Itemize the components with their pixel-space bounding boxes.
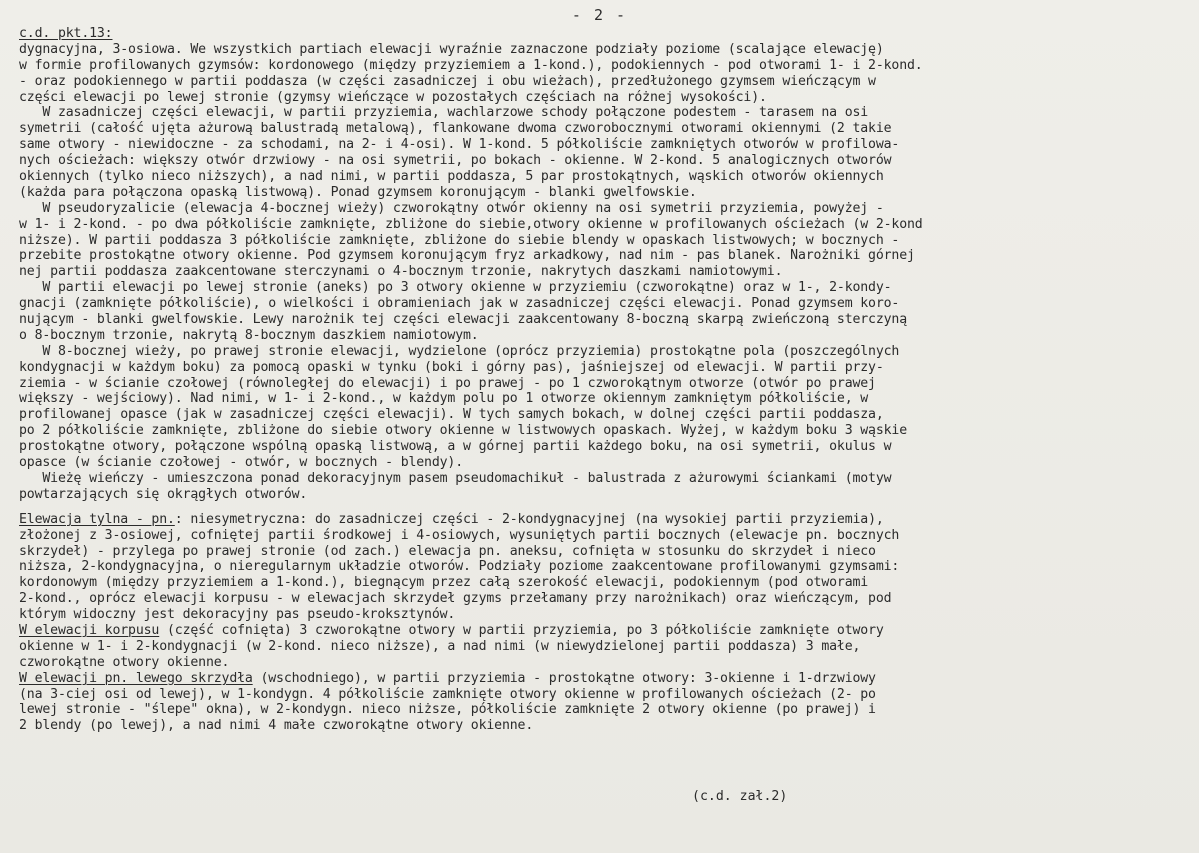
text-line bbox=[19, 607, 1191, 623]
text-line bbox=[19, 360, 1191, 376]
line-text: Wieżę wieńczy - umieszczona ponad dekoracyjnym pasem pseudomachikuł - balustrada z ażurowymi ściankami (motyw bbox=[19, 470, 892, 486]
text-line bbox=[19, 471, 1191, 487]
text-line bbox=[19, 248, 1191, 264]
text-line bbox=[19, 391, 1191, 407]
text-line bbox=[19, 217, 1191, 233]
line-text: W zasadniczej części elewacji, w partii przyziemia, wachlarzowe schody połączone podestem - tarasem na osi bbox=[19, 105, 869, 121]
text-line bbox=[19, 623, 1191, 639]
text-line bbox=[19, 233, 1191, 249]
line-text: powtarzających się okrągłych otworów. bbox=[19, 486, 308, 502]
line-text: po 2 półkoliście zamknięte, zbliżone do siebie otwory okienne w listwowych opaskach. Wyżej, w każdym boku 3 wąskie bbox=[19, 423, 908, 439]
text-line bbox=[19, 74, 1191, 90]
paragraph-gap bbox=[19, 503, 1191, 512]
line-text: skrzydeł) - przylega po prawej stronie (od zach.) elewacja pn. aneksu, cofnięta w stosunku do skrzydeł i nieco bbox=[19, 543, 876, 559]
line-text: części elewacji po lewej stronie (gzymsy wieńczące w pozostałych częściach na różnej wysokości). bbox=[19, 89, 767, 105]
text-line bbox=[19, 423, 1191, 439]
text-line bbox=[19, 559, 1191, 575]
line-text: o 8-bocznym trzonie, nakrytą 8-bocznym daszkiem namiotowym. bbox=[19, 327, 479, 343]
line-text: złożonej z 3-osiowej, cofniętej partii środkowej i 4-osiowych, wysuniętych partii bocznych (elewacje pn. bocznych bbox=[19, 527, 900, 543]
line-text: opasce (w ścianie czołowej - otwór, w bocznych - blendy). bbox=[19, 455, 464, 471]
line-text: nej partii poddasza zaakcentowane sterczynami o 4-bocznym trzonie, nakrytych daszkami namiotowymi. bbox=[19, 264, 783, 280]
text-line bbox=[19, 105, 1191, 121]
line-text: nującym - blanki gwelfowskie. Lewy narożnik tej części elewacji zaakcentowany 8-boczną skarpą zwieńczoną sterczyną bbox=[19, 312, 908, 328]
line-text: prostokątne otwory, połączone wspólną opaską listwową, a w górnej partii każdego boku, na osi symetrii, okulus w bbox=[19, 439, 892, 455]
text-line bbox=[19, 90, 1191, 106]
line-text: 2 blendy (po lewej), a nad nimi 4 małe czworokątne otwory okienne. bbox=[19, 718, 534, 734]
section-heading: c.d. pkt.13: bbox=[19, 26, 113, 41]
text-line bbox=[19, 487, 1191, 503]
text-line bbox=[19, 280, 1191, 296]
line-text: (na 3-ciej osi od lewej), w 1-kondygn. 4 półkoliście zamknięte otwory okienne w profilowanych ościeżach (2- po bbox=[19, 686, 876, 702]
line-text: kordonowym (między przyziemiem a 1-kond.), biegnącym przez całą szerokość elewacji, podokiennym (pod otworami bbox=[19, 575, 869, 591]
line-text: kondygnacji w każdym boku) za pomocą opaski w tynku (boki i górny pas), jaśniejszej od elewacji. W partii przy- bbox=[19, 359, 884, 375]
line-text: (część cofnięta) 3 czworokątne otwory w partii przyziemia, po 3 półkoliście zamknięte otwory bbox=[159, 622, 884, 638]
text-line bbox=[19, 528, 1191, 544]
text-line bbox=[19, 264, 1191, 280]
text-line bbox=[19, 185, 1191, 201]
text-line bbox=[19, 439, 1191, 455]
line-text: ziemia - w ścianie czołowej (równoległej do elewacji) i po prawej - po 1 czworokątnym otworze (otwór po prawej bbox=[19, 375, 876, 391]
text-line bbox=[19, 687, 1191, 703]
text-line bbox=[19, 655, 1191, 671]
line-text: niższe). W partii poddasza 3 półkoliście zamknięte, zbliżone do siebie blendy w opaskach listwowych; w bocznych - bbox=[19, 232, 900, 248]
subsection-heading: W elewacji pn. lewego skrzydła bbox=[19, 670, 253, 686]
line-text: czworokątne otwory okienne. bbox=[19, 654, 230, 670]
text-line bbox=[19, 455, 1191, 471]
line-text: gnacji (zamknięte półkoliście), o wielkości i obramieniach jak w zasadniczej części elewacji. Ponad gzymsem koro- bbox=[19, 296, 900, 312]
line-text: symetrii (całość ujęta ażurową balustradą metalową), flankowane dwoma czworobocznymi otworami okiennymi (2 takie bbox=[19, 121, 892, 137]
line-text: W 8-bocznej wieży, po prawej stronie elewacji, wydzielone (oprócz przyziemia) prostokątne pola (poszczególnych bbox=[19, 343, 900, 359]
line-text: okienne w 1- i 2-kondygnacji (w 2-kond. nieco niższe), a nad nimi (w niewydzielonej partii poddasza) 3 małe, bbox=[19, 638, 861, 654]
line-text: - oraz podokiennego w partii poddasza (w części zasadniczej i obu wieżach), przedłużonego gzymsem wieńczącym w bbox=[19, 73, 876, 89]
line-text: okiennych (tylko nieco niższych), a nad nimi, w partii poddasza, 5 par prostokątnych, wąskich otworów okiennych bbox=[19, 169, 884, 185]
text-line bbox=[19, 376, 1191, 392]
text-line bbox=[19, 296, 1191, 312]
text-line bbox=[19, 312, 1191, 328]
line-text: profilowanej opasce (jak w zasadniczej części elewacji). W tych samych bokach, w dolnej części partii poddasza, bbox=[19, 407, 884, 423]
line-text: same otwory - niewidoczne - za schodami, na 2- i 4-osi). W 1-kond. 5 półkoliście zamkniętych otworów w profilowa- bbox=[19, 137, 900, 153]
text-line bbox=[19, 58, 1191, 74]
text-line bbox=[19, 169, 1191, 185]
line-text: (każda para połączona opaską listwową). Ponad gzymsem koronującym - blanki gwelfowskie. bbox=[19, 184, 697, 200]
text-line bbox=[19, 575, 1191, 591]
text-line bbox=[19, 344, 1191, 360]
text-line bbox=[19, 718, 1191, 734]
line-text: nych ościeżach: większy otwór drzwiowy - na osi symetrii, po bokach - okienne. W 2-kond. 5 analogicznych otworów bbox=[19, 153, 892, 169]
line-text: większy - wejściowy). Nad nimi, w 1- i 2-kond., w każdym polu po 1 otworze okiennym zamkniętym półkoliście, w bbox=[19, 391, 869, 407]
line-text: W partii elewacji po lewej stronie (aneks) po 3 otwory okienne w przyziemiu (czworokątne) oraz w 1-, 2-kondy- bbox=[19, 280, 892, 296]
line-text: (wschodniego), w partii przyziemia - prostokątne otwory: 3-okienne i 1-drzwiowy bbox=[252, 670, 876, 686]
text-line bbox=[19, 407, 1191, 423]
text-line bbox=[19, 591, 1191, 607]
page-number: - 2 - bbox=[571, 6, 628, 24]
text-line bbox=[19, 702, 1191, 718]
document-body bbox=[19, 26, 1191, 734]
line-text: : niesymetryczna: do zasadniczej części - 2-kondygnacyjnej (na wysokiej partii przyziemia), bbox=[174, 511, 884, 527]
text-line bbox=[19, 512, 1191, 528]
line-text: w 1- i 2-kond. - po dwa półkoliście zamknięte, zbliżone do siebie,otwory okienne w profilowanych ościeżach (w 2-kond bbox=[19, 216, 923, 232]
line-text: lewej stronie - "ślepe" okna), w 2-kondygn. nieco niższe, półkoliście zamknięte 2 otwory okienne (po prawej) i bbox=[19, 702, 876, 718]
text-line bbox=[19, 137, 1191, 153]
text-lines bbox=[19, 42, 1191, 734]
continuation-note: (c.d. zał.2) bbox=[692, 789, 788, 804]
text-line bbox=[19, 201, 1191, 217]
line-text: niższa, 2-kondygnacyjna, o nieregularnym układzie otworów. Podziały poziome zaakcentowane profilowanymi gzymsami: bbox=[19, 559, 900, 575]
subsection-heading: Elewacja tylna - pn. bbox=[19, 511, 175, 527]
text-line bbox=[19, 121, 1191, 137]
text-line bbox=[19, 639, 1191, 655]
line-text: przebite prostokątne otwory okienne. Pod gzymsem koronującym fryz arkadkowy, nad nim - pas blanek. Narożniki górnej bbox=[19, 248, 915, 264]
line-text: dygnacyjna, 3-osiowa. We wszystkich partiach elewacji wyraźnie zaznaczone podziały poziome (scalające elewację) bbox=[19, 41, 884, 57]
subsection-heading: W elewacji korpusu bbox=[19, 622, 160, 638]
text-line bbox=[19, 544, 1191, 560]
line-text: 2-kond., oprócz elewacji korpusu - w elewacjach skrzydeł gzyms przełamany przy narożnikach) oraz wieńczącym, pod bbox=[19, 591, 892, 607]
line-text: w formie profilowanych gzymsów: kordonowego (między przyziemiem a 1-kond.), podokiennych - pod otworami 1- i 2-kond. bbox=[19, 57, 923, 73]
line-text: którym widoczny jest dekoracyjny pas pseudo-kroksztynów. bbox=[19, 607, 456, 623]
text-line bbox=[19, 42, 1191, 58]
text-line bbox=[19, 671, 1191, 687]
text-line bbox=[19, 153, 1191, 169]
text-line bbox=[19, 328, 1191, 344]
line-text: W pseudoryzalicie (elewacja 4-bocznej wieży) czworokątny otwór okienny na osi symetrii przyziemia, powyżej - bbox=[19, 200, 884, 216]
